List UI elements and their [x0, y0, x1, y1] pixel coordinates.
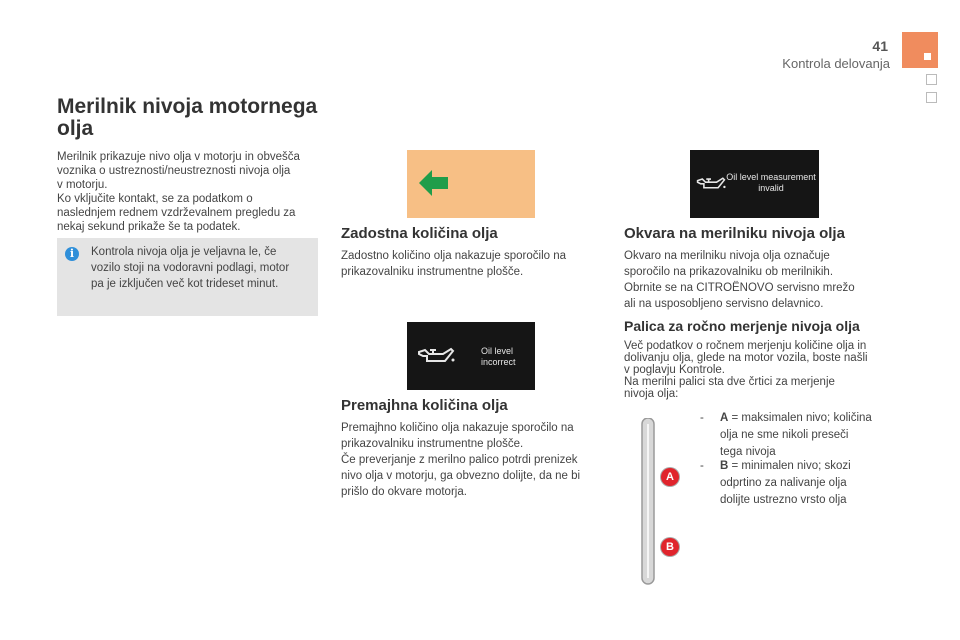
display-message: Oil level measurement invalid: [726, 172, 816, 193]
oil-can-icon: [417, 344, 455, 366]
marker-b-badge: B: [661, 538, 679, 556]
dipstick-item-a: - A = maksimalen nivo; količina olja ne sme nikoli preseči tega nivoja: [700, 412, 872, 458]
section-name: Kontrola delovanja: [782, 56, 890, 71]
dipstick-title: Palica za ročno merjenje nivoja olja: [624, 318, 860, 334]
sufficient-oil-illustration: [407, 150, 535, 218]
oil-can-icon: [696, 174, 726, 192]
info-note: [57, 238, 318, 316]
sufficient-oil-title: Zadostna količina olja: [341, 225, 498, 242]
dipstick-text: Več podatkov o ročnem merjenju količine olja in dolivanju olja, glede na motor vozila, boste našli v poglavju Kontrole. Na merilni palici sta dve črtici za merjenje nivoja olja:: [624, 340, 868, 400]
marker-a-badge: A: [661, 468, 679, 486]
page-title: Merilnik nivoja motornega olja: [57, 95, 318, 140]
section-tab-active: [902, 32, 938, 68]
section-tab: [926, 74, 937, 85]
oil-level-incorrect-display: [407, 322, 535, 390]
oil-measurement-invalid-display: [690, 150, 819, 218]
page-number: 41: [872, 38, 888, 54]
section-tab: [926, 92, 937, 103]
intro-text: Merilnik prikazuje nivo olja v motorju in obvešča voznika o ustreznosti/neustreznosti nivoja olja v motorju. Ko vključite kontakt, se za podatkom o naslednjem rednem vzdrževalnem pregledu za nekaj sekund prikaže še ta podatek.: [57, 151, 300, 233]
low-oil-title: Premajhna količina olja: [341, 397, 508, 414]
dipstick-illustration: [638, 418, 658, 586]
dipstick-item-b: - B = minimalen nivo; skozi odprtino za nalivanje olja dolijte ustrezno vrsto olja: [700, 460, 851, 506]
fault-text: Okvaro na merilniku nivoja olja označuje sporočilo na prikazovalniku ob merilnikih. Obrnite se na CITROËNOVO servisno mrežo ali na usposobljeno servisno delavnico.: [624, 250, 855, 310]
info-note-text: Kontrola nivoja olja je veljavna le, če vozilo stoji na vodoravni podlagi, motor pa je izključen več kot trideset minut.: [91, 246, 290, 290]
display-message: Oil level incorrect: [481, 346, 516, 367]
sufficient-oil-text: Zadostno količino olja nakazuje sporočilo na prikazovalniku instrumentne plošče.: [341, 250, 567, 278]
fault-title: Okvara na merilniku nivoja olja: [624, 225, 845, 242]
info-icon: i: [65, 247, 79, 261]
green-arrow-icon: [417, 166, 451, 200]
low-oil-text: Premajhno količino olja nakazuje sporočilo na prikazovalniku instrumentne plošče. Če preverjanje z merilno palico potrdi prenizek nivo olja v motorju, ga obvezno dolijte, da ne bi prišlo do okvare motorja.: [341, 422, 581, 498]
